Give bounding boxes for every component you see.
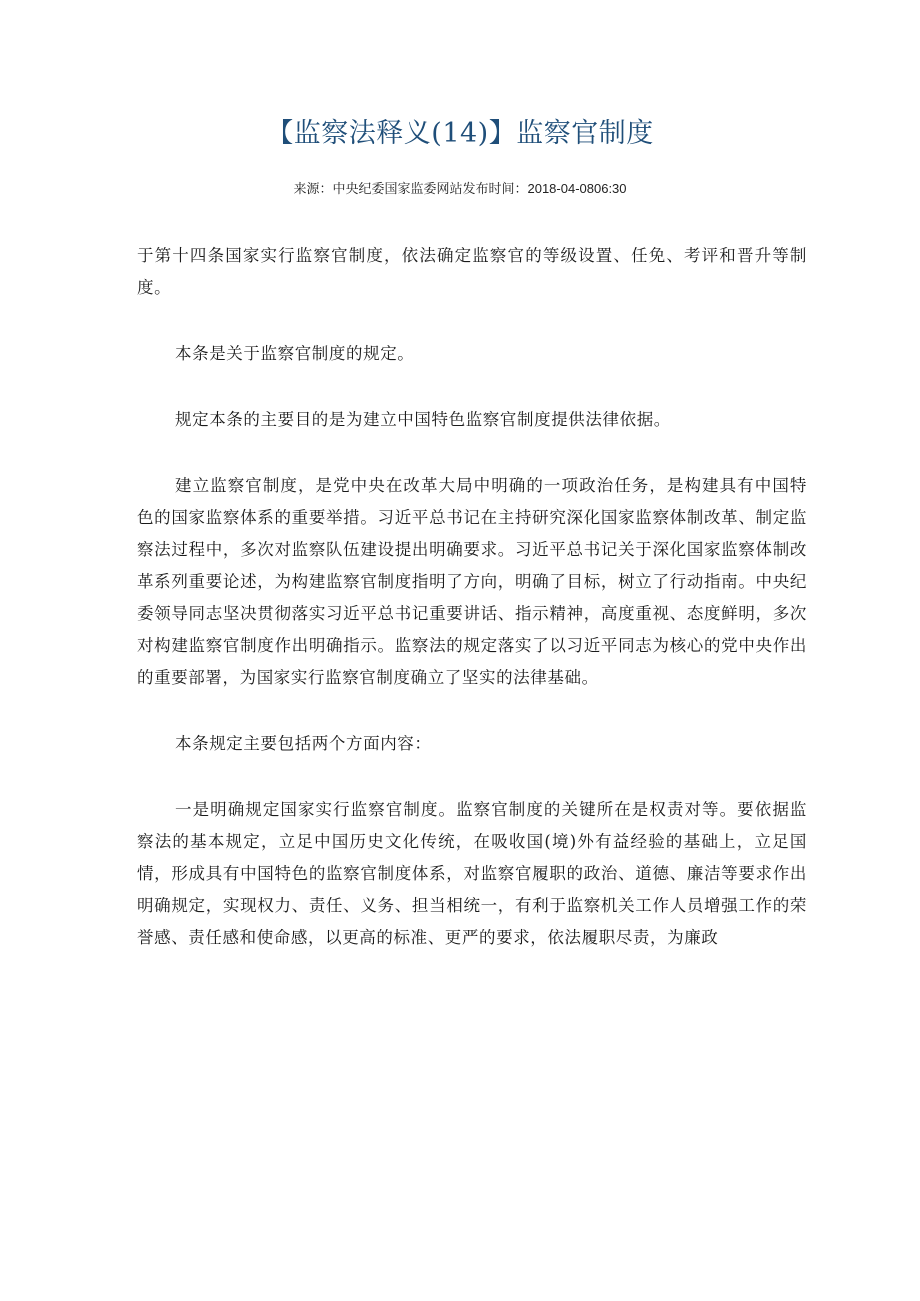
document-title: 【监察法释义(14)】监察官制度	[266, 118, 654, 149]
paragraph: 规定本条的主要目的是为建立中国特色监察官制度提供法律依据。	[175, 410, 671, 429]
paragraph: 建立监察官制度，是党中央在改革大局中明确的一项政治任务，是构建具有中国特色的国家监察体系的重要举措。习近平总书记在主持研究深化国家监察体制改革、制定监察法过程中，多次对监察队伍建设提出明确要求。习近平总书记关于深化国家监察体制改革系列重要论述，为构建监察官制度指明了方向，明确了目标，树立了行动指南。中央纪委领导同志坚决贯彻落实习近平总书记重要讲话、指示精神，高度重视、态度鲜明，多次对构建监察官制度作出明确指示。监察法的规定落实了以习近平同志为核心的党中央作出的重要部署，为国家实行监察官制度确立了坚实的法律基础。	[137, 476, 807, 687]
source-and-publish-label: 来源：中央纪委国家监委网站发布时间：	[293, 182, 528, 197]
paragraph: 本条是关于监察官制度的规定。	[175, 344, 415, 363]
publish-datetime: 2018-04-0806:30	[527, 181, 627, 196]
paragraph: 本条规定主要包括两个方面内容：	[175, 734, 432, 753]
document-meta	[0, 179, 920, 200]
paragraph: 一是明确规定国家实行监察官制度。监察官制度的关键所在是权责对等。要依据监察法的基本规定，立足中国历史文化传统，在吸收国(境)外有益经验的基础上，立足国情，形成具有中国特色的监察官制度体系，对监察官履职的政治、道德、廉洁等要求作出明确规定，实现权力、责任、义务、担当相统一，有利于监察机关工作人员增强工作的荣誉感、责任感和使命感，以更高的标准、更严的要求，依法履职尽责，为廉政	[137, 800, 807, 947]
document-body	[137, 240, 807, 988]
paragraph-article-text: 于第十四条国家实行监察官制度，依法确定监察官的等级设置、任免、考评和晋升等制度。	[137, 246, 807, 297]
